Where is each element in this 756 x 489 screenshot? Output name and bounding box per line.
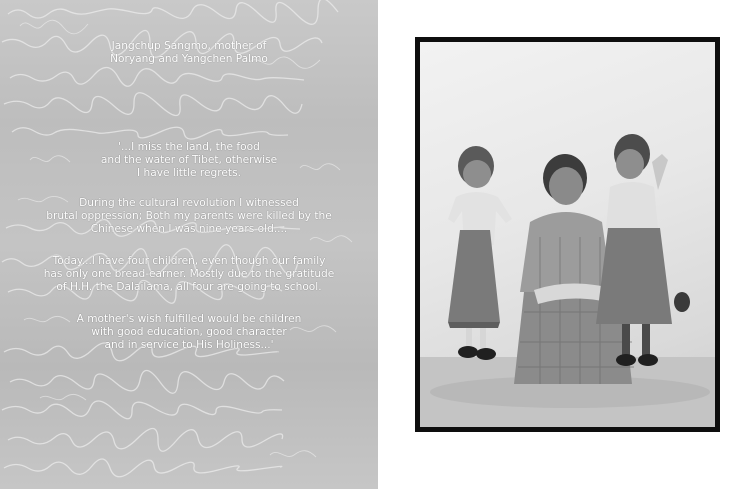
caption-line-1: Jangchup Sangmo, mother of	[111, 40, 267, 52]
caption-line-2: Noryang and Yangchen Palmo	[110, 53, 268, 65]
quote-line: '...I miss the land, the food	[118, 141, 260, 153]
quote-line: Today...I have four children, even though our family	[52, 255, 326, 267]
left-child-figure	[448, 146, 512, 360]
quote-line: and the water of Tibet, otherwise	[100, 154, 278, 166]
quote-line: of H.H. the Dalailama, all four are going to school.	[56, 281, 322, 293]
portrait-illustration	[420, 42, 715, 427]
quote-line: During the cultural revolution I witnessed	[79, 197, 299, 209]
quote-paragraph-2	[0, 197, 378, 236]
photo-caption	[0, 40, 378, 66]
quote-line: A mother's wish fulfilled would be children	[76, 313, 302, 325]
quote-line: Chinese when I was nine years old....	[90, 223, 288, 235]
quote-line: with good education, good character	[91, 326, 287, 338]
quote-line: and in service to His Holiness...'	[104, 339, 274, 351]
portrait-photo	[420, 42, 715, 427]
quote-line: brutal oppression; Both my parents were killed by the	[46, 210, 332, 222]
quote-line: has only one bread-earner. Mostly due to the gratitude	[43, 268, 335, 280]
photo-frame	[415, 37, 720, 432]
quote-paragraph-4	[0, 313, 378, 352]
quote-line: I have little regrets.	[137, 167, 241, 179]
quote-paragraph-3	[0, 255, 378, 294]
quote-paragraph-1	[0, 141, 378, 180]
